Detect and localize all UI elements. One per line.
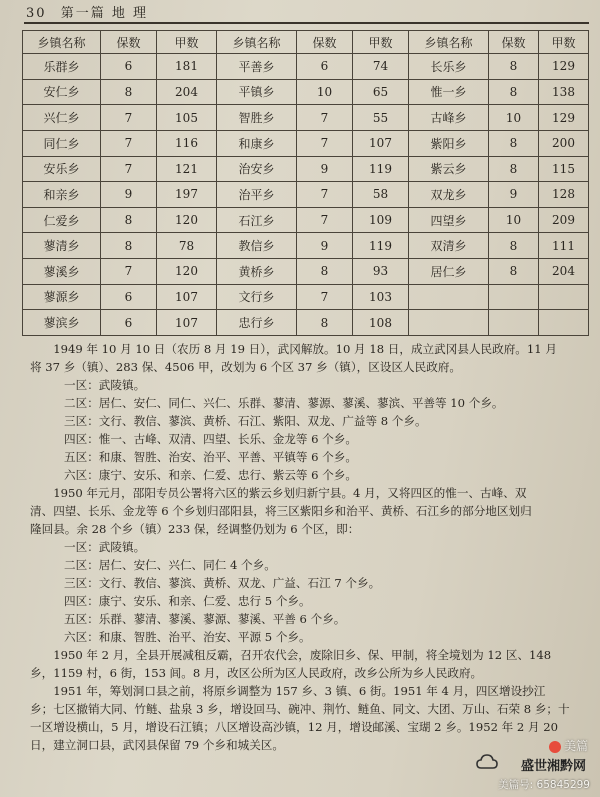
table-cell: 安乐乡 bbox=[23, 156, 101, 182]
table-cell: 93 bbox=[353, 259, 409, 285]
table-cell bbox=[489, 310, 539, 336]
table-cell: 10 bbox=[489, 105, 539, 131]
table-cell: 8 bbox=[489, 130, 539, 156]
table-cell: 蓼源乡 bbox=[23, 284, 101, 310]
column-header: 甲数 bbox=[539, 31, 589, 54]
column-header: 乡镇名称 bbox=[409, 31, 489, 54]
table-row bbox=[23, 79, 589, 105]
table-cell: 129 bbox=[539, 105, 589, 131]
table-cell bbox=[539, 310, 589, 336]
table-cell: 石江乡 bbox=[217, 207, 297, 233]
table-cell: 文行乡 bbox=[217, 284, 297, 310]
table-cell bbox=[539, 284, 589, 310]
column-header: 保数 bbox=[489, 31, 539, 54]
watermark bbox=[496, 737, 592, 793]
table-cell: 10 bbox=[297, 79, 353, 105]
table-cell: 6 bbox=[297, 54, 353, 80]
table-cell: 居仁乡 bbox=[409, 259, 489, 285]
table-cell: 103 bbox=[353, 284, 409, 310]
table-cell: 古峰乡 bbox=[409, 105, 489, 131]
table-cell: 惟一乡 bbox=[409, 79, 489, 105]
text-line: 乡，1159 村，6 街，153 闾。8 月，改区公所为区人民政府，改乡公所为乡人民政府。 bbox=[30, 666, 483, 680]
table-cell: 8 bbox=[489, 233, 539, 259]
text-line: 一区增设横山，5 月，增设石江镇；八区增设高沙镇，12 月，增设邮溪、宝瑚 2 乡。1952 年 2 月 20 bbox=[30, 720, 558, 734]
watermark-name: 盛世湘黔网 bbox=[520, 759, 586, 774]
table-cell: 9 bbox=[297, 156, 353, 182]
table-cell: 111 bbox=[539, 233, 589, 259]
table-cell: 四望乡 bbox=[409, 207, 489, 233]
table-cell: 兴仁乡 bbox=[23, 105, 101, 131]
table-row bbox=[23, 105, 589, 131]
table-cell: 200 bbox=[539, 130, 589, 156]
table-row bbox=[23, 207, 589, 233]
table-cell: 107 bbox=[157, 284, 217, 310]
table-cell: 7 bbox=[297, 284, 353, 310]
table-cell: 7 bbox=[297, 105, 353, 131]
table-cell: 8 bbox=[101, 207, 157, 233]
table-row bbox=[23, 156, 589, 182]
table-cell: 治安乡 bbox=[217, 156, 297, 182]
table-cell: 9 bbox=[101, 182, 157, 208]
table-cell: 9 bbox=[297, 233, 353, 259]
table-cell: 108 bbox=[353, 310, 409, 336]
table-cell: 仁爱乡 bbox=[23, 207, 101, 233]
table-cell: 双龙乡 bbox=[409, 182, 489, 208]
text-line: 1950 年 2 月，全县开展减租反霸，召开农代会，废除旧乡、保、甲制，将全境划为 12 区、148 bbox=[53, 648, 552, 662]
text-line: 乡；七区撤销大同、竹鲢、盐泉 3 乡，增设回马、碗冲、荆竹、鲢鱼、同文、大团、万山、石荣 8 乡；十 bbox=[30, 702, 570, 716]
table-cell: 8 bbox=[101, 233, 157, 259]
table-cell: 7 bbox=[101, 259, 157, 285]
text-line: 六区：和康、智胜、治平、治安、平源 5 个乡。 bbox=[64, 630, 311, 644]
table-cell: 8 bbox=[489, 259, 539, 285]
table-cell: 115 bbox=[539, 156, 589, 182]
table-cell: 8 bbox=[297, 259, 353, 285]
table-row bbox=[23, 182, 589, 208]
table-cell: 6 bbox=[101, 284, 157, 310]
table-cell: 蓼滨乡 bbox=[23, 310, 101, 336]
table-cell: 116 bbox=[157, 130, 217, 156]
table-cell: 7 bbox=[101, 130, 157, 156]
text-line: 隆回县。余 28 个乡（镇）233 保，经调整仍划为 6 个区，即： bbox=[30, 522, 360, 536]
table-cell: 乐群乡 bbox=[23, 54, 101, 80]
table-cell: 9 bbox=[489, 182, 539, 208]
table-cell: 197 bbox=[157, 182, 217, 208]
table-cell: 119 bbox=[353, 233, 409, 259]
text-line: 二区：居仁、安仁、兴仁、同仁 4 个乡。 bbox=[64, 558, 276, 572]
table-cell: 138 bbox=[539, 79, 589, 105]
table-header-row bbox=[23, 31, 589, 54]
table-cell: 120 bbox=[157, 207, 217, 233]
table-cell: 7 bbox=[297, 130, 353, 156]
header-rule bbox=[24, 22, 589, 24]
table-cell: 8 bbox=[297, 310, 353, 336]
text-line: 五区：和康、智胜、治安、治平、平善、平镇等 6 个乡。 bbox=[64, 450, 357, 464]
chapter-title: 第一篇 地 理 bbox=[60, 6, 148, 21]
table-cell bbox=[409, 284, 489, 310]
table-cell: 忠行乡 bbox=[217, 310, 297, 336]
table-row bbox=[23, 130, 589, 156]
table-cell: 128 bbox=[539, 182, 589, 208]
table-cell: 6 bbox=[101, 54, 157, 80]
body-text bbox=[30, 340, 588, 754]
column-header: 保数 bbox=[101, 31, 157, 54]
table-cell: 治平乡 bbox=[217, 182, 297, 208]
table-cell: 紫云乡 bbox=[409, 156, 489, 182]
column-header: 保数 bbox=[297, 31, 353, 54]
table-cell: 安仁乡 bbox=[23, 79, 101, 105]
table-cell bbox=[489, 284, 539, 310]
column-header: 甲数 bbox=[157, 31, 217, 54]
table-cell: 8 bbox=[489, 54, 539, 80]
table-cell: 平镇乡 bbox=[217, 79, 297, 105]
table-cell: 121 bbox=[157, 156, 217, 182]
table-cell: 65 bbox=[353, 79, 409, 105]
watermark-badge bbox=[549, 737, 588, 754]
text-line: 清、四望、长乐、金龙等 6 个乡划归邵阳县，将三区紫阳乡和治平、黄桥、石江乡的部分地区划归 bbox=[30, 504, 532, 518]
text-line: 五区：乐群、蓼清、蓼溪、蓼源、蓼溪、平善 6 个乡。 bbox=[64, 612, 346, 626]
table-cell: 58 bbox=[353, 182, 409, 208]
table-cell: 109 bbox=[353, 207, 409, 233]
table-cell: 6 bbox=[101, 310, 157, 336]
table-cell: 8 bbox=[489, 156, 539, 182]
table-cell: 204 bbox=[539, 259, 589, 285]
text-line: 二区：居仁、安仁、同仁、兴仁、乐群、蓼清、蓼源、蓼溪、蓼滨、平善等 10 个乡。 bbox=[64, 396, 504, 410]
table-cell: 8 bbox=[101, 79, 157, 105]
table-cell: 7 bbox=[297, 182, 353, 208]
table-cell: 78 bbox=[157, 233, 217, 259]
table-cell: 204 bbox=[157, 79, 217, 105]
page-number: 30 bbox=[26, 6, 47, 21]
township-table bbox=[22, 30, 589, 336]
table-row bbox=[23, 233, 589, 259]
column-header: 乡镇名称 bbox=[217, 31, 297, 54]
text-line: 1950 年元月，邵阳专员公署将六区的紫云乡划归新宁县。4 月，又将四区的惟一、古峰、双 bbox=[53, 486, 527, 500]
table-cell: 同仁乡 bbox=[23, 130, 101, 156]
table-cell: 181 bbox=[157, 54, 217, 80]
badge-label: 美篇 bbox=[563, 739, 588, 753]
text-line: 日，建立洞口县，武冈县保留 79 个乡和城关区。 bbox=[30, 738, 284, 752]
table-cell: 教信乡 bbox=[217, 233, 297, 259]
text-line: 四区：康宁、安乐、和亲、仁爱、忠行 5 个乡。 bbox=[64, 594, 311, 608]
table-cell bbox=[409, 310, 489, 336]
table-cell: 129 bbox=[539, 54, 589, 80]
table-cell: 107 bbox=[353, 130, 409, 156]
text-line: 将 37 乡（镇）、283 保、4506 甲，改划为 6 个区 37 乡（镇），区设区人民政府。 bbox=[30, 360, 462, 374]
table-cell: 蓼溪乡 bbox=[23, 259, 101, 285]
table-cell: 7 bbox=[101, 105, 157, 131]
table-body bbox=[23, 54, 589, 336]
table-cell: 107 bbox=[157, 310, 217, 336]
text-line: 一区：武陵镇。 bbox=[64, 378, 146, 392]
table-cell: 双清乡 bbox=[409, 233, 489, 259]
page-header bbox=[26, 2, 586, 22]
table-cell: 长乐乡 bbox=[409, 54, 489, 80]
text-line: 六区：康宁、安乐、和亲、仁爱、忠行、紫云等 6 个乡。 bbox=[64, 468, 357, 482]
table-cell: 7 bbox=[101, 156, 157, 182]
table-cell: 黄桥乡 bbox=[217, 259, 297, 285]
table-cell: 平善乡 bbox=[217, 54, 297, 80]
table-cell: 105 bbox=[157, 105, 217, 131]
watermark-id: 美篇号: 65845299 bbox=[498, 779, 590, 791]
column-header: 乡镇名称 bbox=[23, 31, 101, 54]
text-line: 1949 年 10 月 10 日（农历 8 月 19 日），武冈解放。10 月 18 日，成立武冈县人民政府。11 月 bbox=[53, 342, 557, 356]
table-cell: 紫阳乡 bbox=[409, 130, 489, 156]
table-cell: 10 bbox=[489, 207, 539, 233]
table-cell: 和亲乡 bbox=[23, 182, 101, 208]
text-line: 三区：文行、教信、蓼滨、黄桥、双龙、广益、石江 7 个乡。 bbox=[64, 576, 381, 590]
table-cell: 蓼清乡 bbox=[23, 233, 101, 259]
text-line: 四区：惟一、古峰、双清、四望、长乐、金龙等 6 个乡。 bbox=[64, 432, 357, 446]
table-row bbox=[23, 284, 589, 310]
table-cell: 8 bbox=[489, 79, 539, 105]
text-line: 一区：武陵镇。 bbox=[64, 540, 146, 554]
table-row bbox=[23, 259, 589, 285]
text-line: 三区：文行、教信、蓼滨、黄桥、石江、紫阳、双龙、广益等 8 个乡。 bbox=[64, 414, 427, 428]
table-cell: 智胜乡 bbox=[217, 105, 297, 131]
column-header: 甲数 bbox=[353, 31, 409, 54]
table-row bbox=[23, 54, 589, 80]
badge-dot-icon bbox=[549, 741, 561, 753]
table-cell: 和康乡 bbox=[217, 130, 297, 156]
table-cell: 74 bbox=[353, 54, 409, 80]
table-cell: 209 bbox=[539, 207, 589, 233]
table-cell: 119 bbox=[353, 156, 409, 182]
text-line: 1951 年，筹划洞口县之前，将原乡调整为 157 乡、3 镇、6 街。1951 年 4 月，四区增设抄江 bbox=[53, 684, 546, 698]
table-cell: 7 bbox=[297, 207, 353, 233]
table-cell: 120 bbox=[157, 259, 217, 285]
table-cell: 55 bbox=[353, 105, 409, 131]
cloud-logo-icon bbox=[476, 753, 498, 771]
table-row bbox=[23, 310, 589, 336]
